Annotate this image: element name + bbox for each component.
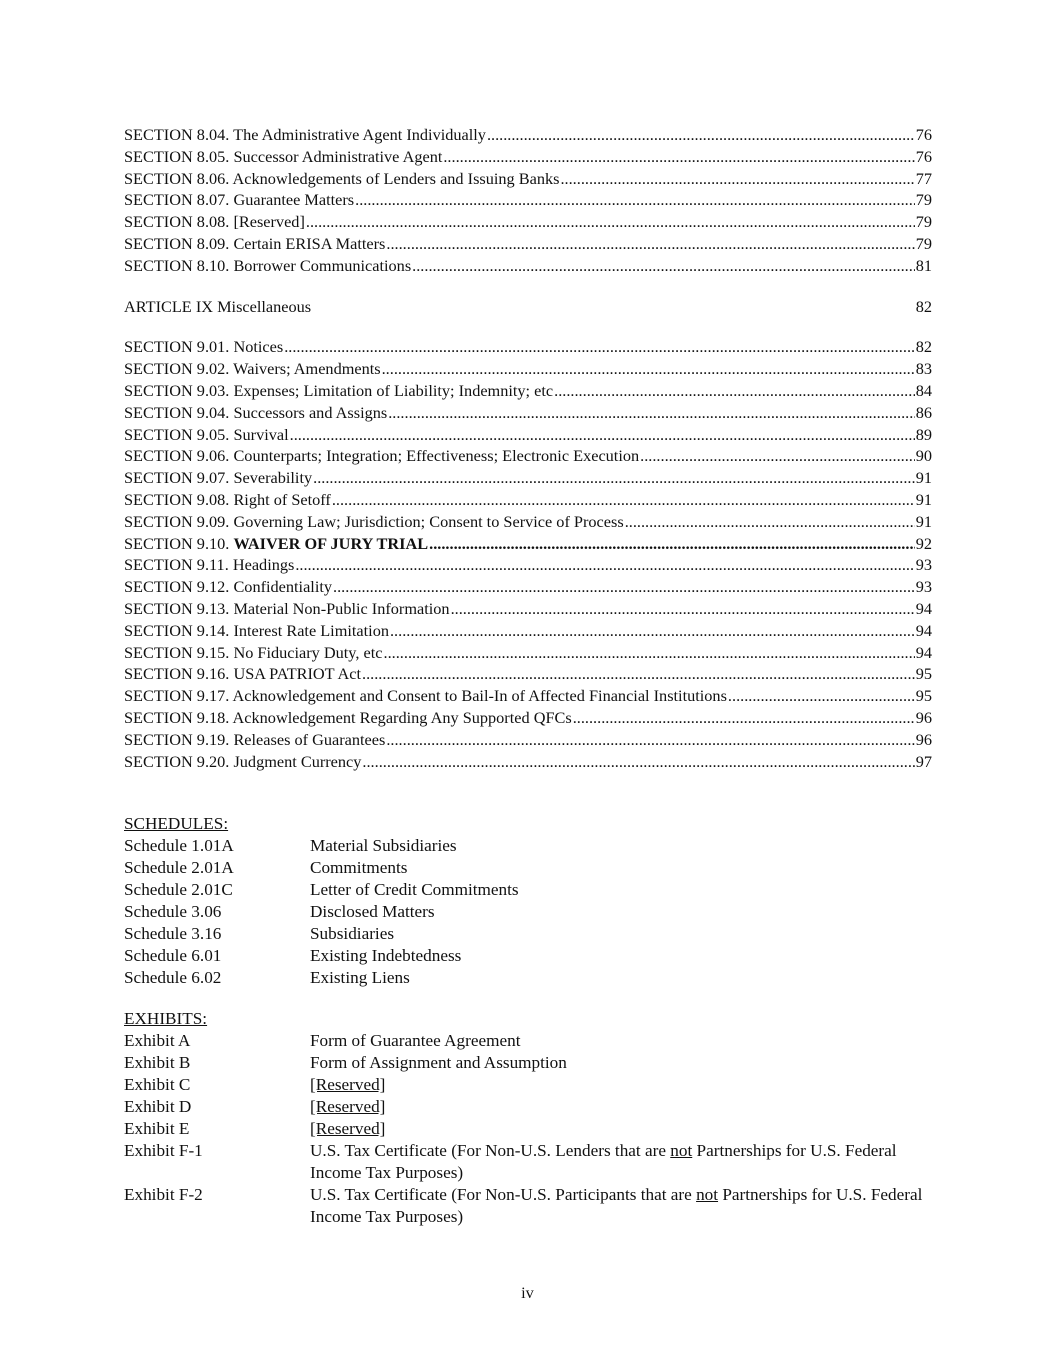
dot-leader <box>443 146 914 168</box>
toc-entry-page: 93 <box>915 555 932 575</box>
exhibit-code: Exhibit A <box>124 1031 191 1050</box>
dot-leader <box>412 255 915 277</box>
toc-entry-label: SECTION 9.07. Severability <box>124 468 313 488</box>
exhibit-code: Exhibit D <box>124 1097 192 1116</box>
dot-leader <box>362 751 914 773</box>
schedule-code: Schedule 2.01A <box>124 858 234 877</box>
dot-leader <box>554 380 915 402</box>
toc-entry-label: SECTION 9.04. Successors and Assigns <box>124 402 388 422</box>
toc-entry <box>124 189 932 211</box>
toc-entry-label: SECTION 9.19. Releases of Guarantees <box>124 729 386 749</box>
toc-entry-label: SECTION 9.08. Right of Setoff <box>124 489 331 509</box>
exhibits-heading: EXHIBITS: <box>124 1009 208 1028</box>
toc-entry-page: 83 <box>915 359 932 379</box>
exhibit-row <box>124 1118 932 1140</box>
toc-entry-label: SECTION 8.05. Successor Administrative Agent <box>124 146 443 166</box>
toc-entry-page: 90 <box>915 446 932 466</box>
toc-entry-label <box>124 533 428 555</box>
schedule-row <box>124 901 932 923</box>
toc-entry <box>124 620 932 642</box>
toc-entry-label: SECTION 9.05. Survival <box>124 424 289 444</box>
toc-entry <box>124 663 932 685</box>
toc-entry <box>124 576 932 598</box>
dot-leader <box>390 620 915 642</box>
dot-leader <box>384 642 915 664</box>
toc-entry <box>124 424 932 446</box>
toc-entry-label: SECTION 9.06. Counterparts; Integration; Effectiveness; Electronic Execution <box>124 446 640 466</box>
toc-entry-page: 97 <box>915 751 932 771</box>
exhibit-code: Exhibit F-1 <box>124 1141 203 1160</box>
schedule-row <box>124 967 932 989</box>
exhibit-row <box>124 1052 932 1074</box>
schedule-code: Schedule 3.16 <box>124 924 222 943</box>
schedule-code: Schedule 1.01A <box>124 836 234 855</box>
toc-entry <box>124 467 932 489</box>
toc-entry <box>124 489 932 511</box>
schedule-row <box>124 879 932 901</box>
schedules-heading: SCHEDULES: <box>124 814 229 833</box>
toc-entry <box>124 751 932 773</box>
toc-entry-label-bold: WAIVER OF JURY TRIAL <box>233 533 429 553</box>
toc-entry-label: SECTION 9.01. Notices <box>124 337 284 357</box>
toc-entry-label: SECTION 8.09. Certain ERISA Matters <box>124 233 386 253</box>
exhibit-desc: Form of Assignment and Assumption <box>310 1053 567 1072</box>
dot-leader <box>388 402 915 424</box>
schedule-code: Schedule 6.01 <box>124 946 222 965</box>
toc-entry <box>124 511 932 533</box>
toc-entry-label: SECTION 8.04. The Administrative Agent Individually <box>124 125 486 144</box>
toc-entry-page: 96 <box>915 729 932 749</box>
toc-entry <box>124 255 932 277</box>
dot-leader <box>487 124 915 146</box>
exhibit-desc: [Reserved] <box>310 1097 386 1116</box>
exhibit-row <box>124 1074 932 1096</box>
toc-entry-label: SECTION 9.20. Judgment Currency <box>124 751 362 771</box>
toc-entry-page: 95 <box>915 664 932 684</box>
dot-leader <box>295 554 914 576</box>
toc-entry-page: 84 <box>915 380 932 400</box>
toc-entry-page: 82 <box>915 337 932 357</box>
schedule-desc: Material Subsidiaries <box>310 836 457 855</box>
toc-entry-label: SECTION 8.06. Acknowledgements of Lenders and Issuing Banks <box>124 168 560 188</box>
toc-entry-page: 79 <box>915 233 932 253</box>
exhibit-code: Exhibit E <box>124 1119 190 1138</box>
toc-entry-label: SECTION 9.14. Interest Rate Limitation <box>124 620 389 640</box>
toc-entry-label-prefix: SECTION 9.10. <box>124 533 234 553</box>
dot-leader <box>333 576 915 598</box>
toc-entry <box>124 707 932 729</box>
toc-entry-label: SECTION 9.09. Governing Law; Jurisdiction; Consent to Service of Process <box>124 511 624 531</box>
toc-entry-label: SECTION 9.03. Expenses; Limitation of Liability; Indemnity; etc <box>124 380 554 400</box>
dot-leader <box>332 489 915 511</box>
toc-entry <box>124 336 932 358</box>
exhibit-desc: [Reserved] <box>310 1075 386 1094</box>
toc-entry-page: 76 <box>915 146 932 166</box>
dot-leader <box>382 358 915 380</box>
dot-leader <box>290 424 915 446</box>
toc-entry-label: SECTION 9.18. Acknowledgement Regarding Any Supported QFCs <box>124 707 572 727</box>
toc-entry-label: SECTION 9.17. Acknowledgement and Consent to Bail-In of Affected Financial Institutions <box>124 686 727 706</box>
toc-entry-page: 93 <box>915 577 932 597</box>
toc-entry-page: 91 <box>915 489 932 509</box>
article-page: 82 <box>915 296 932 316</box>
toc-entry-page: 94 <box>915 642 932 662</box>
dot-leader <box>728 685 915 707</box>
schedules-and-exhibits <box>124 813 932 1228</box>
schedule-desc: Disclosed Matters <box>310 902 435 921</box>
dot-leader <box>573 707 915 729</box>
page-number: iv <box>521 1283 534 1302</box>
toc-entry-page: 86 <box>915 402 932 422</box>
dot-leader <box>386 233 914 255</box>
schedule-code: Schedule 6.02 <box>124 968 222 987</box>
toc-entry-label: SECTION 9.11. Headings <box>124 555 295 575</box>
toc-entry-label: SECTION 9.16. USA PATRIOT Act <box>124 664 362 684</box>
toc-entry-label: SECTION 9.13. Material Non-Public Information <box>124 598 450 618</box>
dot-leader <box>284 336 915 358</box>
toc-entry <box>124 168 932 190</box>
toc-entry-page: 76 <box>915 125 932 144</box>
exhibit-desc: U.S. Tax Certificate (For Non-U.S. Participants that are not Partnerships for U.S. Federal Income Tax Purposes) <box>310 1185 923 1226</box>
schedule-desc: Existing Liens <box>310 968 410 987</box>
dot-leader <box>355 189 915 211</box>
toc-entry <box>124 380 932 402</box>
toc-entry <box>124 402 932 424</box>
toc-entry-page: 95 <box>915 686 932 706</box>
toc-entry <box>124 554 932 576</box>
dot-leader <box>640 445 915 467</box>
exhibit-code: Exhibit C <box>124 1075 191 1094</box>
dot-leader <box>313 467 915 489</box>
exhibit-row <box>124 1030 932 1052</box>
exhibit-desc: Form of Guarantee Agreement <box>310 1031 521 1050</box>
toc-entry-jury-waiver <box>124 533 932 555</box>
toc-entry-page: 81 <box>915 255 932 275</box>
toc-entry <box>124 685 932 707</box>
schedule-desc: Letter of Credit Commitments <box>310 880 519 899</box>
schedule-row <box>124 835 932 857</box>
schedule-code: Schedule 2.01C <box>124 880 233 899</box>
exhibit-row <box>124 1140 932 1184</box>
toc-entry-page: 94 <box>915 620 932 640</box>
schedule-desc: Subsidiaries <box>310 924 395 943</box>
dot-leader <box>306 211 915 233</box>
toc-entry <box>124 358 932 380</box>
toc-entry-page: 92 <box>915 533 932 553</box>
toc-entry-page: 89 <box>915 424 932 444</box>
toc-entry-label: SECTION 8.08. [Reserved] <box>124 212 305 232</box>
article-label: ARTICLE IX Miscellaneous <box>124 296 312 316</box>
dot-leader <box>560 168 914 190</box>
exhibit-code: Exhibit F-2 <box>124 1185 203 1204</box>
schedule-code: Schedule 3.06 <box>124 902 222 921</box>
exhibit-desc: [Reserved] <box>310 1119 386 1138</box>
exhibit-row <box>124 1184 932 1228</box>
schedule-desc: Commitments <box>310 858 408 877</box>
schedule-row <box>124 945 932 967</box>
schedule-row <box>124 923 932 945</box>
toc-entry <box>124 146 932 168</box>
toc-entry <box>124 729 932 751</box>
schedule-desc: Existing Indebtedness <box>310 946 462 965</box>
toc-entry-page: 94 <box>915 598 932 618</box>
schedule-row <box>124 857 932 879</box>
toc-entry-page: 91 <box>915 468 932 488</box>
exhibit-code: Exhibit B <box>124 1053 191 1072</box>
toc-entry <box>124 233 932 255</box>
toc-entry <box>124 211 932 233</box>
toc-entry-page: 79 <box>915 212 932 232</box>
dot-leader <box>362 663 915 685</box>
toc-entry-page: 91 <box>915 511 932 531</box>
dot-leader <box>429 533 915 555</box>
exhibit-desc: U.S. Tax Certificate (For Non-U.S. Lenders that are not Partnerships for U.S. Federal Income Tax Purposes) <box>310 1141 897 1182</box>
toc-entry-page: 77 <box>915 168 932 188</box>
dot-leader <box>625 511 915 533</box>
toc-entry-page: 79 <box>915 190 932 210</box>
toc-entry-label: SECTION 9.12. Confidentiality <box>124 577 333 597</box>
toc-entry-label: SECTION 8.10. Borrower Communications <box>124 255 412 275</box>
toc-entry <box>124 598 932 620</box>
toc-entry-label: SECTION 9.02. Waivers; Amendments <box>124 359 381 379</box>
toc-entry <box>124 124 932 146</box>
article-heading <box>124 296 932 318</box>
dot-leader <box>451 598 915 620</box>
exhibit-row <box>124 1096 932 1118</box>
toc-entry-page: 96 <box>915 707 932 727</box>
toc-entry-label: SECTION 9.15. No Fiduciary Duty, etc <box>124 642 383 662</box>
toc-entry-label: SECTION 8.07. Guarantee Matters <box>124 190 355 210</box>
table-of-contents <box>124 124 932 772</box>
toc-entry <box>124 642 932 664</box>
toc-entry <box>124 445 932 467</box>
dot-leader <box>386 729 914 751</box>
